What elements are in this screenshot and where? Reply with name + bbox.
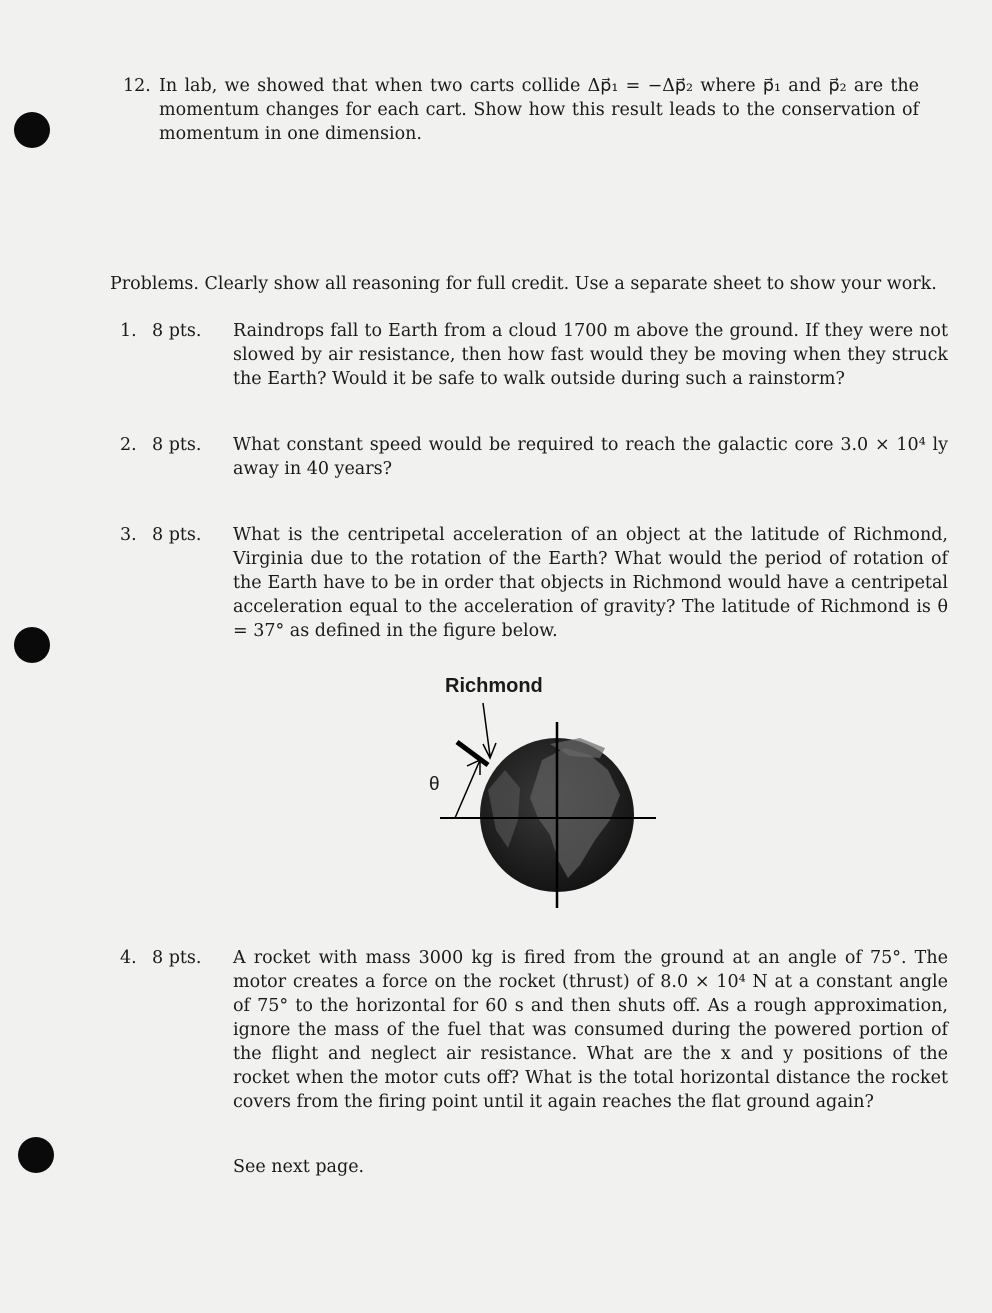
question-number: 12. <box>123 76 151 96</box>
figure-angle-label: θ <box>429 774 440 795</box>
see-next-page-note: See next page. <box>233 1157 365 1177</box>
problem-text: What is the centripetal acceleration of an object at the latitude of Richmond, Virginia due to the rotation of the Earth? What would the period of rotation of the Earth have to be in order that objects in Richmond would have a centripetal acceleration equal to the acceleration of gravity? The latitude of Richmond is θ = 37° as defined in the figure below. <box>233 525 948 641</box>
problem-text: A rocket with mass 3000 kg is fired from the ground at an angle of 75°. The motor creates a force on the rocket (thrust) of 8.0 × 10⁴ N at a constant angle of 75° to the horizontal for 60 s and then shuts off. As a rough approximation, ignore the mass of the fuel that was consumed during the powered portion of the flight and neglect air resistance. What are the x and y positions of the rocket when the motor cuts off? What is the total horizontal distance the rocket covers from the firing point until it again reaches the flat ground again? <box>233 948 948 1112</box>
problem-text: What constant speed would be required to reach the galactic core 3.0 × 10⁴ ly away in 40 years? <box>233 435 948 479</box>
latitude-arrowhead <box>467 760 480 775</box>
earth-latitude-figure <box>430 700 670 915</box>
problem-text: Raindrops fall to Earth from a cloud 1700 m above the ground. If they were not slowed by air resistance, then how fast would they be moving when they struck the Earth? Would it be safe to walk outside during such a rainstorm? <box>233 321 948 389</box>
problem-points: 8 pts. <box>152 321 202 341</box>
problem-points: 8 pts. <box>152 948 202 968</box>
figure-label-richmond: Richmond <box>445 675 543 697</box>
richmond-pointer-arrow <box>483 703 490 756</box>
problem-number: 3. <box>120 525 137 545</box>
binder-hole-middle <box>14 627 50 663</box>
binder-hole-top <box>14 112 50 148</box>
problem-number: 2. <box>120 435 137 455</box>
question-text: In lab, we showed that when two carts collide Δp⃗₁ = −Δp⃗₂ where p⃗₁ and p⃗₂ are the momentum changes for each cart. Show how this result leads to the conservation of momentum in one dimension. <box>159 76 919 144</box>
binder-hole-bottom <box>18 1137 54 1173</box>
problem-points: 8 pts. <box>152 435 202 455</box>
problem-number: 4. <box>120 948 137 968</box>
problem-number: 1. <box>120 321 137 341</box>
problems-heading: Problems. Clearly show all reasoning for full credit. Use a separate sheet to show your work. <box>110 274 937 294</box>
problem-points: 8 pts. <box>152 525 202 545</box>
latitude-radius-line <box>455 760 480 818</box>
